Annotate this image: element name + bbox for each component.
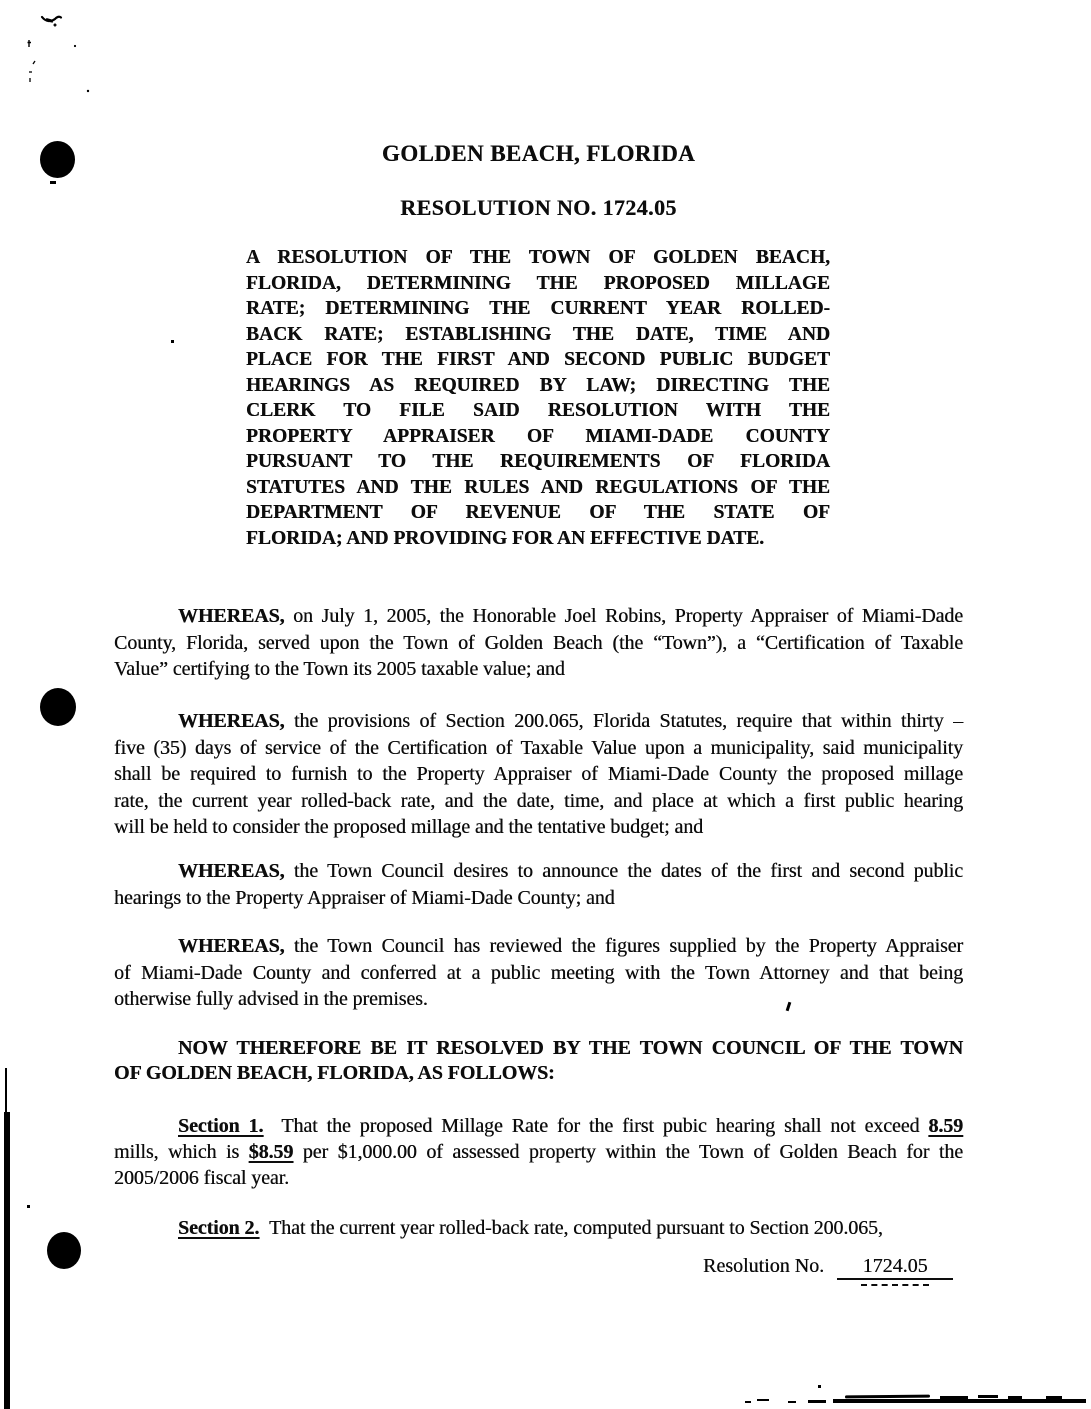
scan-bottom-artifact <box>1046 1396 1062 1399</box>
pen-scribble <box>20 10 100 100</box>
text-line: of Miami-Dade County and conferred at a public meeting with the Town Attorney and that being <box>114 961 963 984</box>
text-line: rate, the current year rolled-back rate, and the date, time, and place at which a first public hearing <box>114 789 963 812</box>
text-line: BACK RATE; ESTABLISHING THE DATE, TIME AND <box>246 323 830 345</box>
hole-punch-top <box>40 141 75 178</box>
hole-punch-bottom <box>47 1232 81 1269</box>
scan-edge-line <box>4 1112 10 1409</box>
text-line: WHEREAS, the Town Council has reviewed the figures supplied by the Property Appraiser <box>178 935 963 957</box>
section-2-paragraph <box>114 1215 963 1242</box>
scan-bottom-artifact <box>1008 1396 1022 1399</box>
text-line: County, Florida, served upon the Town of Golden Beach (the “Town”), a “Certification of Taxable <box>114 631 963 654</box>
scan-bottom-artifact <box>788 1401 796 1403</box>
text-line: Value” certifying to the Town its 2005 taxable value; and <box>114 658 565 681</box>
page-title: GOLDEN BEACH, FLORIDA <box>381 141 696 166</box>
scan-bottom-artifact <box>978 1395 998 1398</box>
text-line: CLERK TO FILE SAID RESOLUTION WITH THE <box>246 400 830 421</box>
scan-bottom-artifact <box>845 1395 930 1399</box>
resolution-summary-block <box>246 245 830 551</box>
text-line: STATUTES AND THE RULES AND REGULATIONS OF THE <box>246 476 830 498</box>
text-line: PURSUANT TO THE REQUIREMENTS OF FLORIDA <box>246 451 830 472</box>
text-line: WHEREAS, the provisions of Section 200.065, Florida Statutes, require that within thirty – <box>178 710 963 732</box>
section-1-paragraph <box>114 1113 963 1191</box>
scan-bottom-artifact <box>833 1399 1086 1403</box>
footer-underline <box>837 1255 953 1280</box>
text-line: PROPERTY APPRAISER OF MIAMI-DADE COUNTY <box>246 425 830 447</box>
whereas-clause-3 <box>114 858 963 911</box>
footer-dash-artifact <box>861 1284 929 1286</box>
text-line: Section 2. That the current year rolled-back rate, computed pursuant to Section 200.065, <box>178 1217 883 1239</box>
text-line: hearings to the Property Appraiser of Miami-Dade County; and <box>114 886 615 909</box>
text-line: FLORIDA, DETERMINING THE PROPOSED MILLAGE <box>246 272 830 294</box>
text-line: WHEREAS, the Town Council desires to announce the dates of the first and second public <box>178 860 963 882</box>
scan-speck <box>27 1205 30 1208</box>
footer-resolution-number: 1724.05 <box>862 1255 928 1277</box>
footer-label: Resolution No. <box>703 1255 825 1277</box>
text-line: FLORIDA; AND PROVIDING FOR AN EFFECTIVE DATE. <box>246 527 765 549</box>
text-line: RATE; DETERMINING THE CURRENT YEAR ROLLED- <box>246 298 830 319</box>
text-line: Section 1. That the proposed Millage Rate for the first pubic hearing shall not exceed 8.59 <box>178 1115 963 1137</box>
text-line: NOW THEREFORE BE IT RESOLVED BY THE TOWN COUNCIL OF THE TOWN <box>178 1037 963 1059</box>
resolution-number-heading: RESOLUTION NO. 1724.05 <box>400 195 677 220</box>
hole-punch-middle <box>40 688 76 726</box>
text-line: five (35) days of service of the Certification of Taxable Value upon a municipality, said municipality <box>114 736 963 759</box>
whereas-clause-4 <box>114 933 963 1013</box>
text-line: OF GOLDEN BEACH, FLORIDA, AS FOLLOWS: <box>114 1062 555 1085</box>
scan-bottom-artifact <box>808 1400 826 1403</box>
scan-bottom-artifact <box>757 1399 769 1401</box>
text-line: 2005/2006 fiscal year. <box>114 1167 289 1189</box>
text-line: mills, which is $8.59 per $1,000.00 of assessed property within the Town of Golden Beach for the <box>114 1141 963 1163</box>
text-line: shall be required to furnish to the Property Appraiser of Miami-Dade County the proposed millage <box>114 763 963 786</box>
scan-bottom-artifact <box>745 1401 751 1403</box>
text-line: HEARINGS AS REQUIRED BY LAW; DIRECTING THE <box>246 374 830 396</box>
scan-bottom-artifact <box>940 1396 968 1399</box>
text-line: otherwise fully advised in the premises. <box>114 988 428 1011</box>
whereas-clause-2 <box>114 708 963 841</box>
scan-speck <box>171 340 174 343</box>
text-line: A RESOLUTION OF THE TOWN OF GOLDEN BEACH, <box>246 247 830 268</box>
text-line: DEPARTMENT OF REVENUE OF THE STATE OF <box>246 502 830 523</box>
page-footer <box>703 1255 953 1280</box>
text-line: WHEREAS, on July 1, 2005, the Honorable Joel Robins, Property Appraiser of Miami-Dade <box>178 605 963 627</box>
resolved-clause <box>114 1036 963 1087</box>
scan-edge-line <box>5 1068 7 1118</box>
scan-bottom-artifact <box>818 1385 821 1388</box>
text-line: PLACE FOR THE FIRST AND SECOND PUBLIC BUDGET <box>246 349 830 370</box>
whereas-clause-1 <box>114 603 963 683</box>
text-line: will be held to consider the proposed millage and the tentative budget; and <box>114 816 704 839</box>
scan-speck <box>50 181 56 184</box>
